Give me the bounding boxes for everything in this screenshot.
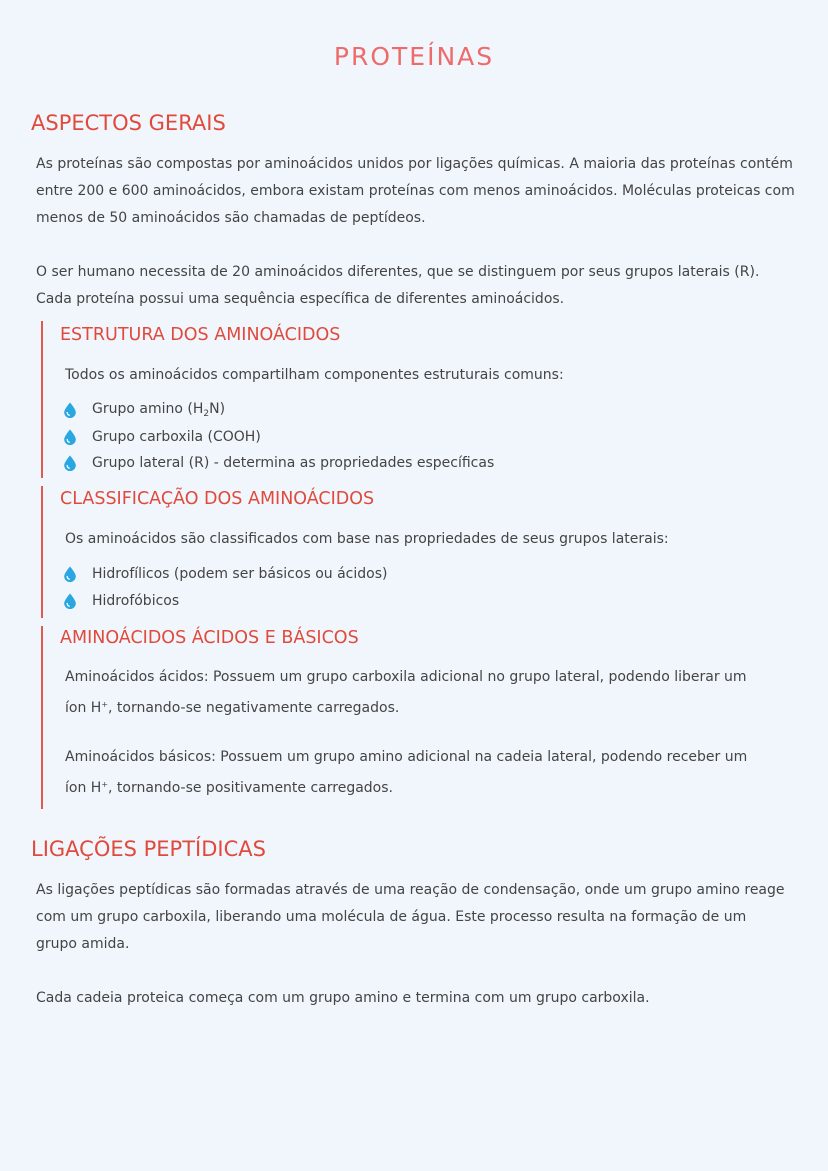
ligacoes-paragraph-2: Cada cadeia proteica começa com um grupo amino e termina com um grupo carboxila.	[36, 990, 650, 1006]
aspectos-paragraph-1: As proteínas são compostas por aminoácidos unidos por ligações químicas. A maioria das proteínas contém entre 200 e 600 aminoácidos, embora existam proteínas com menos aminoácidos. Moléculas proteicas com menos de 50 aminoácidos são chamadas de peptídeos.	[36, 156, 795, 226]
estrutura-intro: Todos os aminoácidos compartilham componentes estruturais comuns:	[65, 367, 564, 383]
subheading-acidos-basicos: AMINOÁCIDOS ÁCIDOS E BÁSICOS	[60, 628, 359, 648]
basicos-paragraph: Aminoácidos básicos: Possuem um grupo amino adicional na cadeia lateral, podendo receber um íon H+, tornando-se positivamente carregados.	[65, 749, 748, 796]
ligacoes-paragraph-1: As ligações peptídicas são formadas através de uma reação de condensação, onde um grupo amino reage com um grupo carboxila, liberando uma molécula de água. Este processo resulta na formação de um grupo amida.	[36, 882, 785, 952]
list-item-text: Grupo amino $(H_2N)$	[92, 401, 226, 420]
section-heading-ligacoes-peptidicas: LIGAÇÕES PEPTÍDICAS	[31, 837, 266, 861]
list-item	[63, 450, 494, 477]
subheading-classificacao: CLASSIFICAÇÃO DOS AMINOÁCIDOS	[60, 489, 375, 509]
subheading-estrutura: ESTRUTURA DOS AMINOÁCIDOS	[60, 325, 341, 345]
subsection-acidos-basicos	[41, 626, 781, 809]
list-item	[63, 397, 494, 424]
water-drop-icon	[63, 566, 77, 582]
list-item-text: Grupo carboxila (COOH)	[92, 428, 261, 445]
list-item-text: Hidrofóbicos	[92, 592, 180, 609]
aspectos-paragraph-2: O ser humano necessita de 20 aminoácidos diferentes, que se distinguem por seus grupos laterais (R). Cada proteína possui uma sequência específica de diferentes aminoácidos.	[36, 264, 760, 307]
list-item	[63, 588, 387, 615]
classificacao-list	[63, 561, 387, 614]
water-drop-icon	[63, 402, 77, 418]
classificacao-intro: Os aminoácidos são classificados com base nas propriedades de seus grupos laterais:	[65, 531, 669, 547]
page-title: PROTEÍNAS	[333, 42, 495, 71]
subsection-estrutura	[41, 321, 781, 478]
water-drop-icon	[63, 429, 77, 445]
list-item	[63, 561, 387, 588]
list-item-text: Grupo lateral (R) - determina as propriedades específicas	[92, 455, 495, 472]
section-heading-aspectos-gerais: ASPECTOS GERAIS	[31, 111, 226, 135]
acidos-paragraph: Aminoácidos ácidos: Possuem um grupo carboxila adicional no grupo lateral, podendo liberar um íon H+, tornando-se negativamente carregados.	[65, 669, 747, 716]
water-drop-icon	[63, 455, 77, 471]
list-item-text: Hidrofílicos (podem ser básicos ou ácidos)	[92, 566, 388, 583]
list-item	[63, 424, 494, 451]
estrutura-list	[63, 397, 494, 477]
subsection-classificacao	[41, 486, 781, 618]
water-drop-icon	[63, 593, 77, 609]
